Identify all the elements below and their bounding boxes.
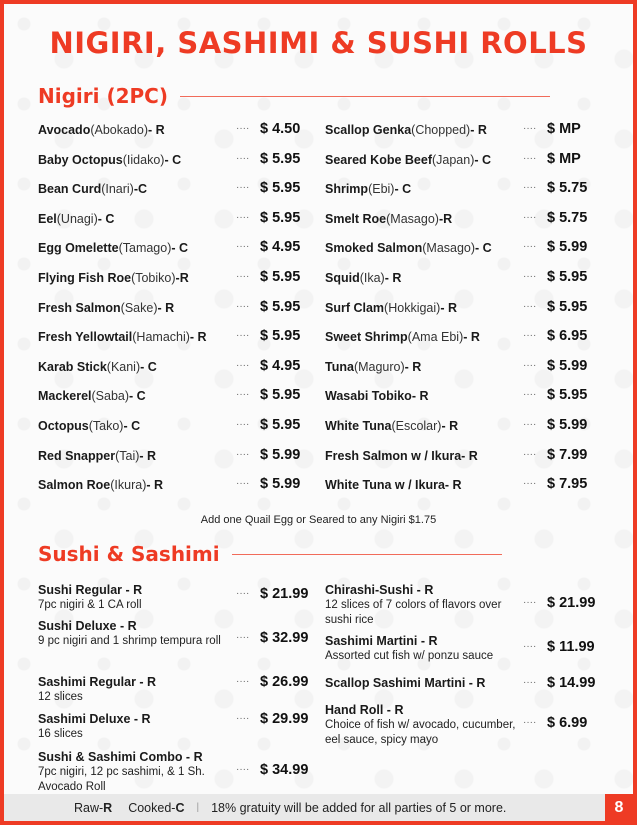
gratuity-note: 18% gratuity will be added for all parties of 5 or more. <box>211 800 507 815</box>
item-price: $ 5.99 <box>547 417 588 433</box>
item-price: $ 5.95 <box>547 269 588 285</box>
menu-item <box>325 327 480 347</box>
leader-dots: ···· <box>523 448 537 460</box>
item-name: Seared Kobe Beef <box>325 152 432 167</box>
combo-item <box>325 633 517 664</box>
item-name: Surf Clam <box>325 300 385 315</box>
page-title: NIGIRI, SASHIMI & SUSHI ROLLS <box>49 26 588 60</box>
item-raw-cooked-tag: - C <box>140 359 157 374</box>
item-name: Sweet Shrimp <box>325 330 408 345</box>
item-raw-cooked-tag: - R <box>189 330 207 345</box>
item-name: Eel <box>38 211 57 226</box>
leader-dots: ···· <box>236 271 250 282</box>
combo-item <box>38 711 230 742</box>
item-price: $ 5.95 <box>260 417 301 433</box>
item-raw-cooked-tag: - C <box>394 182 412 197</box>
item-raw-cooked-tag: - R <box>157 300 175 315</box>
leader-dots: ···· <box>236 676 250 687</box>
menu-item <box>38 209 114 229</box>
nigiri-left-column <box>38 120 328 500</box>
item-price: $ 4.50 <box>260 121 301 137</box>
menu-item <box>325 416 458 436</box>
menu-item <box>38 268 189 288</box>
item-price: $ 5.75 <box>547 180 588 197</box>
sushi-right-column <box>325 578 625 793</box>
leader-dots: ···· <box>236 632 250 643</box>
combo-price: $ 34.99 <box>260 762 309 778</box>
leader-dots: ···· <box>523 241 537 253</box>
leader-dots: ···· <box>236 211 250 223</box>
leader-dots: ···· <box>523 182 537 194</box>
menu-item <box>325 238 492 258</box>
item-price: $ 5.95 <box>260 209 301 226</box>
combo-description: 7pc nigiri, 12 pc sashimi, & 1 Sh. Avocado Roll <box>38 766 205 793</box>
item-name: Fresh Salmon w / Ikura <box>325 448 462 463</box>
item-price: $ 5.95 <box>260 269 301 285</box>
item-raw-cooked-tag: - R <box>444 478 462 493</box>
leader-dots: ···· <box>236 448 250 460</box>
menu-item <box>38 386 146 406</box>
leader-dots: ···· <box>523 211 537 223</box>
leader-dots: ···· <box>523 389 537 401</box>
item-name: Flying Fish Roe <box>38 271 132 285</box>
leader-dots: ···· <box>523 123 537 134</box>
leader-dots: ···· <box>523 677 537 688</box>
leader-dots: ···· <box>523 717 537 728</box>
menu-item <box>325 298 457 318</box>
combo-item <box>325 675 517 691</box>
item-price: $ MP <box>547 150 581 167</box>
item-japanese-name: (Hokkigai) <box>384 300 441 315</box>
item-japanese-name: (Tamago) <box>118 241 172 256</box>
item-name: Mackerel <box>38 389 92 404</box>
nigiri-section-heading <box>38 84 550 108</box>
leader-dots: ···· <box>236 182 250 194</box>
item-price: $ 5.99 <box>260 476 301 493</box>
item-name: Scallop Genka <box>325 123 412 137</box>
combo-name: Sushi Deluxe - R <box>38 619 137 633</box>
item-japanese-name: (Escolar) <box>391 419 442 433</box>
leader-dots: ···· <box>236 588 250 599</box>
combo-item <box>38 582 230 613</box>
combo-name: Sashimi Martini - R <box>325 634 438 648</box>
item-price: $ 5.95 <box>547 387 588 404</box>
item-price: $ MP <box>547 121 581 137</box>
leader-dots: ···· <box>236 123 250 134</box>
combo-name: Scallop Sashimi Martini - R <box>325 676 486 690</box>
item-japanese-name: (Ama Ebi) <box>407 330 464 345</box>
item-raw-cooked-tag: - C <box>164 152 182 167</box>
menu-page <box>4 4 633 821</box>
item-raw-cooked-tag: - R <box>146 478 164 493</box>
combo-description: 12 slices of 7 colors of flavors over sushi rice <box>325 599 502 626</box>
item-name: Bean Curd <box>38 182 102 197</box>
item-raw-cooked-tag: - C <box>475 241 492 256</box>
combo-price: $ 21.99 <box>260 586 309 602</box>
footer-bar <box>4 794 633 821</box>
menu-item <box>38 327 207 347</box>
item-name: Red Snapper <box>38 448 116 463</box>
menu-item <box>325 268 401 288</box>
combo-description: 7pc nigiri & 1 CA roll <box>38 599 142 611</box>
item-japanese-name: (Masago) <box>422 241 476 256</box>
menu-item <box>325 446 478 466</box>
item-raw-cooked-tag: -C <box>133 182 148 197</box>
combo-price: $ 29.99 <box>260 711 309 727</box>
item-raw-cooked-tag: - R <box>461 448 478 463</box>
combo-price: $ 26.99 <box>260 674 309 690</box>
item-japanese-name: (Inari) <box>101 182 134 197</box>
combo-item <box>325 582 517 628</box>
menu-item <box>325 475 462 495</box>
item-raw-cooked-tag: - R <box>384 271 402 285</box>
item-name: Fresh Yellowtail <box>38 330 133 345</box>
leader-dots: ···· <box>236 330 250 342</box>
item-raw-cooked-tag: - R <box>463 330 480 345</box>
item-price: $ 4.95 <box>260 357 301 374</box>
leader-dots: ···· <box>236 152 250 164</box>
item-price: $ 7.99 <box>547 446 588 463</box>
menu-item <box>325 357 421 377</box>
combo-name: Chirashi-Sushi - R <box>325 583 434 597</box>
item-raw-cooked-tag: -R <box>175 271 189 285</box>
item-japanese-name: (Sake) <box>120 300 158 315</box>
item-japanese-name: (Ikura) <box>110 478 147 493</box>
item-price: $ 5.99 <box>547 239 588 256</box>
combo-name: Sashimi Deluxe - R <box>38 712 151 726</box>
combo-description: 16 slices <box>38 728 83 740</box>
item-name: Tuna <box>325 359 354 374</box>
leader-dots: ···· <box>236 241 250 253</box>
item-price: $ 5.95 <box>260 150 301 167</box>
divider <box>232 554 502 555</box>
combo-price: $ 32.99 <box>260 630 309 646</box>
cooked-legend: Cooked-C <box>128 800 185 815</box>
leader-dots: ···· <box>236 713 250 724</box>
combo-price: $ 14.99 <box>547 675 596 691</box>
item-name: Salmon Roe <box>38 478 111 493</box>
menu-item <box>38 179 147 199</box>
item-japanese-name: (Ika) <box>359 271 385 285</box>
item-japanese-name: (Tai) <box>115 448 140 463</box>
item-name: Octopus <box>38 419 89 433</box>
menu-item <box>38 120 165 140</box>
combo-description: Assorted cut fish w/ ponzu sauce <box>325 650 494 662</box>
item-japanese-name: (Tako) <box>88 419 124 433</box>
leader-dots: ···· <box>236 300 250 312</box>
item-raw-cooked-tag: - R <box>148 123 165 137</box>
combo-item <box>38 749 230 795</box>
menu-item <box>325 179 411 199</box>
leader-dots: ···· <box>523 271 537 282</box>
combo-price: $ 21.99 <box>547 595 596 611</box>
item-name: Egg Omelette <box>38 241 119 256</box>
item-raw-cooked-tag: - R <box>440 300 457 315</box>
page-number: 8 <box>605 794 633 821</box>
combo-description: 9 pc nigiri and 1 shrimp tempura roll <box>38 635 221 647</box>
item-price: $ 7.95 <box>547 476 588 493</box>
item-japanese-name: (Japan) <box>431 152 475 167</box>
item-japanese-name: (Iidako) <box>122 152 165 167</box>
combo-description: 12 slices <box>38 691 83 703</box>
item-price: $ 5.99 <box>260 446 301 463</box>
item-japanese-name: (Masago) <box>386 211 439 226</box>
item-price: $ 5.99 <box>547 357 588 374</box>
item-name: Squid <box>325 271 360 285</box>
leader-dots: ···· <box>523 330 537 342</box>
item-name: Wasabi Tobiko <box>325 389 412 404</box>
item-name: Avocado <box>38 123 91 137</box>
nigiri-right-column <box>325 120 625 500</box>
menu-item <box>325 150 491 170</box>
item-japanese-name: (Ebi) <box>368 182 395 197</box>
item-name: Fresh Salmon <box>38 300 121 315</box>
leader-dots: ···· <box>523 300 537 312</box>
divider <box>180 96 550 97</box>
footer-legend <box>74 794 506 821</box>
sushi-left-column <box>38 578 328 793</box>
leader-dots: ···· <box>236 389 250 401</box>
combo-price: $ 6.99 <box>547 715 588 731</box>
item-name: Karab Stick <box>38 359 107 374</box>
leader-dots: ···· <box>236 419 250 430</box>
combo-price: $ 11.99 <box>547 639 595 655</box>
item-price: $ 5.75 <box>547 209 588 226</box>
item-price: $ 5.95 <box>260 298 301 315</box>
menu-item <box>38 446 156 466</box>
nigiri-note: Add one Quail Egg or Seared to any Nigiri $1.75 <box>200 514 437 526</box>
combo-name: Sushi Regular - R <box>38 583 143 597</box>
section-title: Sushi & Sashimi <box>38 542 220 566</box>
item-name: White Tuna w / Ikura <box>325 478 445 493</box>
leader-dots: ···· <box>523 359 537 371</box>
leader-dots: ···· <box>523 641 537 652</box>
leader-dots: ···· <box>523 597 537 608</box>
item-price: $ 5.95 <box>547 298 588 315</box>
item-raw-cooked-tag: -R <box>438 211 453 226</box>
leader-dots: ···· <box>523 478 537 490</box>
item-japanese-name: (Kani) <box>106 359 141 374</box>
item-name: Baby Octopus <box>38 152 123 167</box>
combo-name: Hand Roll - R <box>325 703 404 717</box>
menu-item <box>325 386 428 406</box>
combo-item <box>325 702 517 748</box>
item-japanese-name: (Maguro) <box>353 359 405 374</box>
leader-dots: ···· <box>236 764 250 775</box>
item-raw-cooked-tag: - C <box>171 241 189 256</box>
item-price: $ 5.95 <box>260 180 301 197</box>
menu-item <box>38 416 140 436</box>
item-name: Shrimp <box>325 182 369 197</box>
item-raw-cooked-tag: - R <box>404 359 422 374</box>
item-price: $ 5.95 <box>260 328 301 345</box>
item-raw-cooked-tag: - C <box>97 211 115 226</box>
item-raw-cooked-tag: - C <box>123 419 141 433</box>
item-raw-cooked-tag: - R <box>139 448 157 463</box>
item-name: Smelt Roe <box>325 211 387 226</box>
menu-item <box>38 357 157 377</box>
item-japanese-name: (Abokado) <box>90 123 149 137</box>
leader-dots: ···· <box>236 478 250 490</box>
item-japanese-name: (Unagi) <box>56 211 98 226</box>
combo-description: Choice of fish w/ avocado, cucumber, eel sauce, spicy mayo <box>325 719 516 746</box>
combo-name: Sushi & Sashimi Combo - R <box>38 750 203 764</box>
item-japanese-name: (Tobiko) <box>131 271 176 285</box>
item-price: $ 4.95 <box>260 239 301 256</box>
item-raw-cooked-tag: - R <box>441 419 459 433</box>
item-japanese-name: (Hamachi) <box>132 330 190 345</box>
menu-item <box>325 120 487 140</box>
item-raw-cooked-tag: - C <box>129 389 146 404</box>
menu-item <box>325 209 452 229</box>
combo-name: Sashimi Regular - R <box>38 675 157 689</box>
combo-item <box>38 674 230 705</box>
menu-item <box>38 150 181 170</box>
menu-item <box>38 298 174 318</box>
leader-dots: ···· <box>523 152 537 164</box>
menu-item <box>38 238 188 258</box>
item-price: $ 5.95 <box>260 387 301 404</box>
item-price: $ 6.95 <box>547 328 588 345</box>
sushi-sashimi-section-heading <box>38 542 502 566</box>
item-japanese-name: (Chopped) <box>411 123 471 137</box>
raw-legend: Raw-R <box>74 800 113 815</box>
item-raw-cooked-tag: - R <box>470 123 487 137</box>
menu-item <box>38 475 163 495</box>
item-raw-cooked-tag: - R <box>411 389 429 404</box>
item-japanese-name: (Saba) <box>91 389 130 404</box>
item-name: White Tuna <box>325 419 392 433</box>
combo-item <box>38 618 230 649</box>
separator: | <box>196 802 200 813</box>
section-title: Nigiri (2PC) <box>38 84 168 108</box>
leader-dots: ···· <box>523 419 537 430</box>
item-name: Smoked Salmon <box>325 241 423 256</box>
leader-dots: ···· <box>236 359 250 371</box>
item-raw-cooked-tag: - C <box>474 152 492 167</box>
